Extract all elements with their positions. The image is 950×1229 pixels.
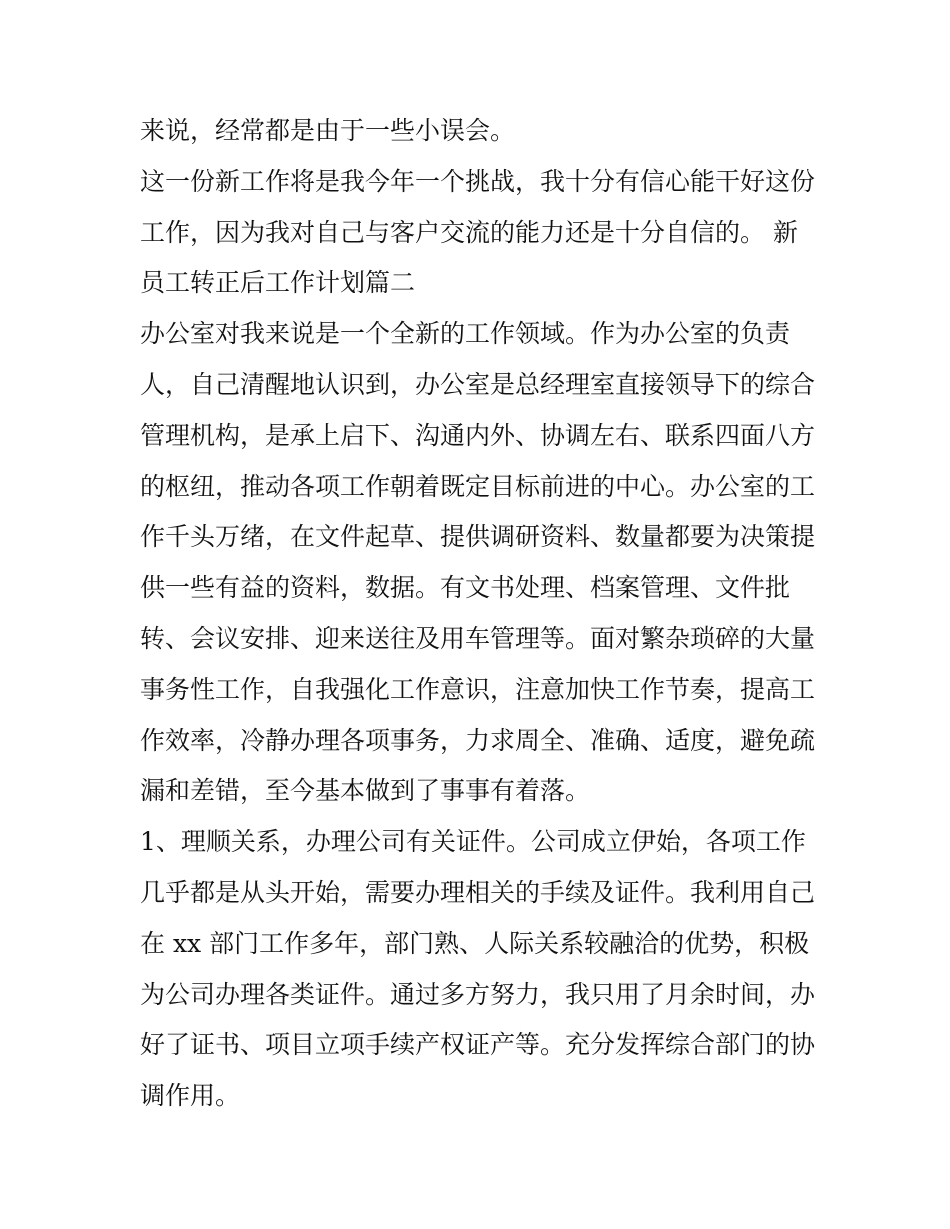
text-line: 好了证书、项目立项手续产权证产等。充分发挥综合部门的协 — [140, 1030, 816, 1060]
text-line: 来说，经常都是由于一些小误会。 — [140, 116, 516, 145]
text-line: 在 xx 部门工作多年，部门熟、人际关系较融洽的优势，积极 — [140, 928, 810, 958]
text-line: 几乎都是从头开始，需要办理相关的手续及证件。我利用自己 — [140, 877, 816, 907]
text-line: 为公司办理各类证件。通过多方努力，我只用了月余时间，办 — [140, 979, 816, 1009]
text-line: 人，自己清醒地认识到，办公室是总经理室直接领导下的综合 — [140, 369, 816, 399]
text-line: 事务性工作，自我强化工作意识，注意加快工作节奏，提高工 — [140, 674, 816, 704]
text-line: 管理机构，是承上启下、沟通内外、协调左右、联系四面八方 — [140, 420, 816, 450]
text-line: 作效率，冷静办理各项事务，力求周全、准确、适度，避免疏 — [140, 725, 816, 755]
text-line: 调作用。 — [140, 1081, 241, 1111]
text-line: 作千头万绪，在文件起草、提供调研资料、数量都要为决策提 — [140, 522, 816, 552]
text-line: 这一份新工作将是我今年一个挑战，我十分有信心能干好这份 — [140, 166, 816, 196]
text-line: 工作，因为我对自己与客户交流的能力还是十分自信的。 新 — [140, 217, 798, 247]
text-line: 办公室对我来说是一个全新的工作领域。作为办公室的负责 — [140, 319, 791, 349]
document-body — [140, 106, 820, 1122]
text-line: 漏和差错，至今基本做到了事事有着落。 — [140, 776, 591, 806]
text-line: 员工转正后工作计划篇二 — [140, 268, 416, 298]
text-line: 1、理顺关系，办理公司有关证件。公司成立伊始，各项工作 — [140, 827, 806, 857]
text-line: 供一些有益的资料，数据。有文书处理、档案管理、文件批 — [140, 573, 791, 603]
text-line: 转、会议安排、迎来送往及用车管理等。面对繁杂琐碎的大量 — [140, 623, 816, 653]
text-line: 的枢纽，推动各项工作朝着既定目标前进的中心。办公室的工 — [140, 471, 816, 501]
